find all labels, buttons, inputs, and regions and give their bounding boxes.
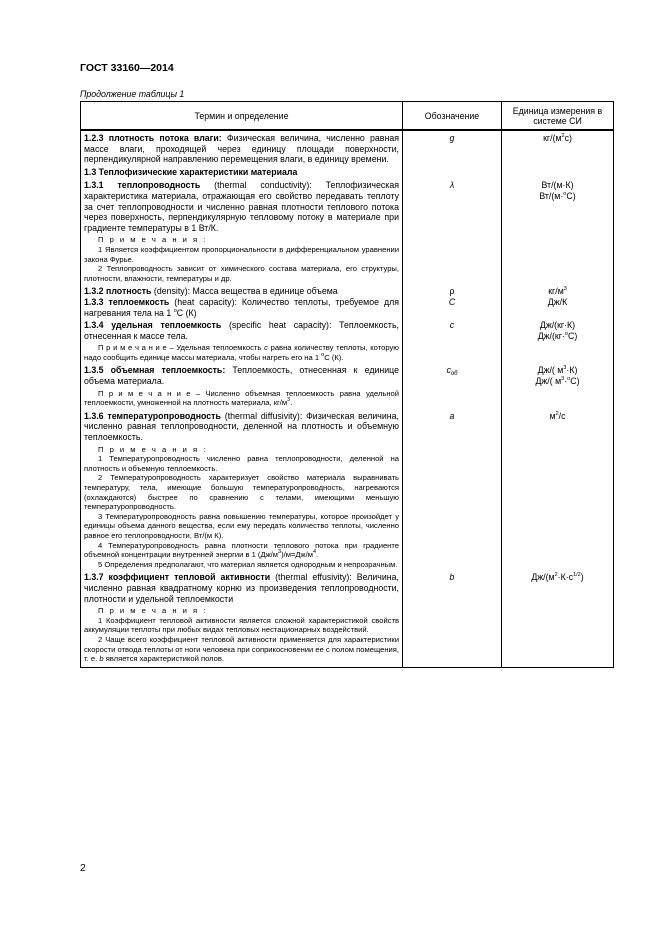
symbol-cell	[403, 180, 502, 283]
term-english: (thermal conductivity):	[214, 180, 312, 191]
symbol-cell	[403, 297, 502, 318]
unit: $Дж/(м^2\cdot К\cdot с^{1/2})$	[531, 572, 584, 583]
table-row	[81, 569, 614, 667]
terms-table	[80, 101, 614, 668]
table-row	[81, 408, 614, 570]
term-name: 1.3.7 коэффициент тепловой активности	[84, 572, 271, 583]
unit: Дж/(кг·$^о$С)	[537, 330, 578, 341]
unit: Вт/(м·К)	[541, 180, 574, 191]
column-header-term: Термин и определение	[81, 102, 403, 131]
term-name: 1.3.3 теплоемкость	[84, 296, 170, 307]
term-cell	[81, 283, 403, 297]
table-row	[81, 283, 614, 297]
unit-cell	[502, 318, 614, 362]
term-definition: (thermal effusivity): Величина, численно равная квадратному корню из произведения теплопроводности, плотности и удельной теплоемкости	[84, 572, 399, 604]
section-heading: 1.3 Теплофизические характеристики материала	[81, 165, 403, 181]
note-item: 3 Температуропроводность равна повышению температуры, которое произойдет у единицы объема данного вещества, если ему передать количество теплоты, численно равное его теплопроводности, Вт/(м К).	[84, 511, 399, 540]
note: П р и м е ч а н и е – Удельная теплоемкость с равна количеству теплоты, которую надо сообщить единице массы материала, чтобы нагреть его на 1 $^о$С (К).	[84, 343, 399, 362]
symbol-cell	[403, 130, 502, 165]
symbol-cell	[403, 569, 502, 667]
table-row	[81, 297, 614, 318]
unit-cell	[502, 283, 614, 297]
table-row	[81, 165, 614, 181]
table-header-row	[81, 102, 614, 131]
symbol: с	[449, 320, 455, 331]
unit-cell	[502, 180, 614, 283]
note-item: 2 Чаще всего коэффициент тепловой активности применяется для характеристики скорости отвода теплоты от ноги человека при соприкосновении ее с полом помещения, т. е. b является характеристикой полов.	[84, 634, 399, 664]
term-name: 1.3.4 удельная теплоемкость	[84, 320, 222, 331]
unit-cell	[502, 408, 614, 570]
unit-cell	[502, 569, 614, 667]
symbol-cell	[403, 362, 502, 407]
notes	[84, 235, 399, 283]
term-definition: (thermal diffusivity): Физическая величина, численно равная теплопроводности, деленной на плотность и объемную теплоемкость.	[84, 410, 399, 443]
symbol: $с_{об}$	[446, 365, 458, 378]
unit-cell	[502, 297, 614, 318]
note-item: 5 Определения предполагают, что материал является однородным и непрозрачным.	[98, 559, 398, 569]
notes	[84, 445, 399, 570]
symbol-cell	[403, 283, 502, 297]
unit: Дж/К	[547, 296, 568, 307]
table-row	[81, 130, 614, 165]
table-row	[81, 318, 614, 362]
note-item: 2 Теплопроводность зависит от химического состава материала, его структуры, плотности, влажности, температуры и др.	[84, 264, 399, 283]
unit-cell	[502, 362, 614, 407]
term-cell	[81, 297, 403, 318]
notes	[84, 606, 399, 664]
page-number: 2	[80, 862, 86, 874]
table-continuation-caption: Продолжение таблицы 1	[80, 89, 185, 99]
term-name: 1.2.3 плотность потока влаги:	[84, 133, 222, 143]
term-definition: Теплоемкость, отнесенная к единице объема материала.	[84, 365, 399, 387]
symbol-cell	[403, 408, 502, 570]
symbol: С	[448, 296, 456, 307]
symbol: ρ	[449, 286, 455, 297]
standard-number: ГОСТ 33160—2014	[80, 62, 174, 74]
unit: Вт/(м·$^о$С)	[539, 190, 576, 201]
symbol: а	[449, 410, 455, 421]
term-cell	[81, 408, 403, 570]
notes-header: П р и м е ч а н и я :	[98, 444, 208, 454]
unit: Дж/( $м^3\cdot К$)	[537, 365, 578, 376]
term-cell	[81, 362, 403, 407]
unit-cell	[502, 130, 614, 165]
term-cell	[81, 569, 403, 667]
unit: Дж/(кг·К)	[539, 320, 576, 331]
note: П р и м е ч а н и е – Численно объемная теплоемкость равна удельной теплоемкости, умноженной на плотность материала, $кг/м^3$.	[84, 388, 399, 408]
term-name: 1.3.1 теплопроводность	[84, 180, 201, 191]
term-definition: (specific heat capacity): Теплоемкость, отнесенная к массе тела.	[84, 320, 399, 341]
note-item: 2 Температуропроводность характеризует свойство материала выравнивать температуру, тела, имеющие большую температуропроводность, нагреваются (охлаждаются) быстрее по сравнению с телами, имеющими меньшую температуропроводность.	[84, 473, 399, 512]
table-row	[81, 362, 614, 407]
notes-header: П р и м е ч а н и я :	[98, 235, 208, 245]
term-name: 1.3.6 температуропроводность	[84, 410, 221, 421]
term-cell	[81, 130, 403, 165]
note-item: 1 Является коэффициентом пропорциональности в дифференциальном уравнении закона Фурье.	[84, 244, 399, 264]
unit: Дж/( $м^3\cdot^оС$)	[535, 376, 580, 387]
term-definition: Теплофизическая характеристика материала, отражающая его свойство передавать теплоту за счет теплопроводности и численно равная плотности теплового потока через поверхность, перпендикулярную тепловому потоку в материале при градиенте температуры в 1 Вт/К.	[84, 180, 399, 233]
column-header-symbol: Обозначение	[403, 102, 502, 131]
notes-header: П р и м е ч а н и я :	[98, 606, 208, 616]
term-name: 1.3.2 плотность	[84, 286, 152, 297]
term-name: 1.3.5 объемная теплоемкость:	[84, 365, 226, 376]
unit: $кг/(м^2с)$	[543, 133, 572, 143]
term-cell	[81, 318, 403, 362]
term-definition: Физическая величина, численно равная массе влаги, проходящей через единицу площади поверхности, перпендикулярной направлению перемещения влаги, в единицу времени.	[84, 133, 399, 165]
note-item: 1 Коэффициент тепловой активности является сложной характеристикой свойств аккумуляции теплоты при любых видах тепловых нестационарных воздействий.	[84, 615, 399, 635]
term-definition: (heat capacity): Количество теплоты, требуемое для нагревания тела на 1 $^о$С (К)	[84, 296, 399, 318]
unit: $м^2/с$	[549, 410, 566, 421]
term-cell	[81, 180, 403, 283]
symbol: b	[449, 572, 455, 583]
note-item: 1 Температуропроводность численно равна теплопроводности, деленной на плотность и объемную теплоемкость.	[84, 454, 399, 473]
note-item: 4 Температуропроводность равна плотности теплового потока при градиенте объемной концентрации внутренней энергии в 1 $(Дж/м^3)/м=Дж/м^4$.	[84, 540, 399, 560]
symbol: g	[449, 133, 455, 143]
table-row	[81, 180, 614, 283]
symbol-cell	[403, 318, 502, 362]
term-definition: (density): Масса вещества в единице объема	[153, 286, 338, 297]
unit: $кг/м^3$	[548, 286, 567, 297]
column-header-unit: Единица измерения в системе СИ	[502, 102, 614, 131]
symbol: λ	[449, 180, 455, 191]
